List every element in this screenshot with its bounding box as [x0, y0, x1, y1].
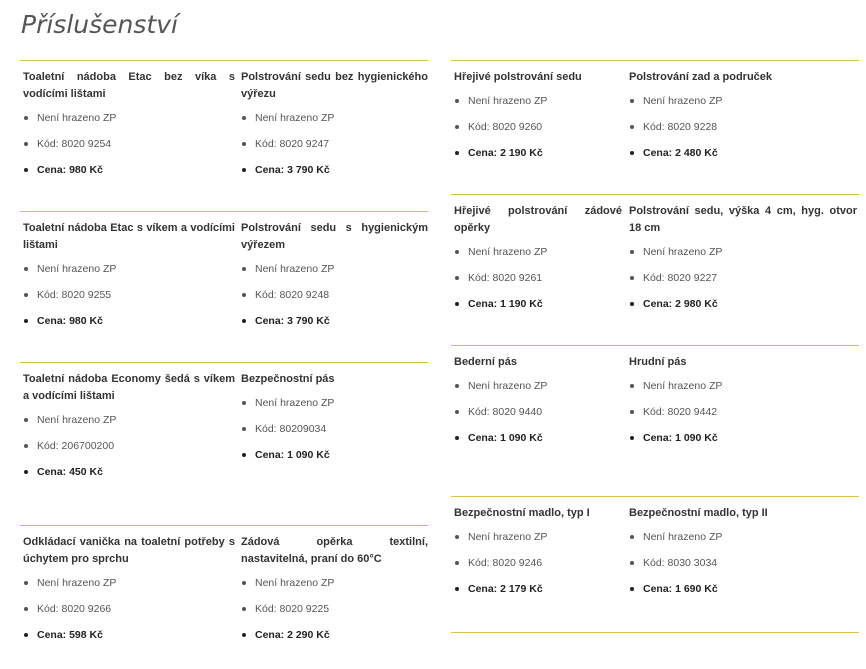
product-card	[23, 363, 235, 479]
product-card	[23, 526, 235, 642]
insurance-note: Není hrazeno ZP	[23, 413, 235, 427]
product-details	[454, 94, 622, 160]
insurance-note: Není hrazeno ZP	[629, 245, 857, 259]
product-price: Cena: 980 Kč	[23, 314, 235, 328]
product-details	[241, 396, 428, 462]
product-section	[20, 211, 428, 327]
product-price: Cena: 980 Kč	[23, 163, 235, 177]
product-code: Kód: 8020 9248	[241, 288, 428, 302]
product-details	[241, 576, 428, 642]
product-code: Kód: 8020 9227	[629, 271, 857, 285]
insurance-note: Není hrazeno ZP	[241, 576, 428, 590]
product-card	[241, 526, 428, 642]
product-details	[23, 413, 235, 479]
product-card	[629, 61, 857, 160]
insurance-note: Není hrazeno ZP	[454, 94, 622, 108]
product-card	[629, 195, 857, 311]
insurance-note: Není hrazeno ZP	[241, 262, 428, 276]
product-name: Hrudní pás	[629, 356, 687, 368]
product-card	[454, 195, 622, 311]
page-title: Příslušenství	[21, 10, 178, 39]
product-price: Cena: 450 Kč	[23, 465, 235, 479]
product-price: Cena: 1 090 Kč	[629, 431, 857, 445]
product-name: Polstrování zad a područek	[629, 71, 773, 83]
product-code: Kód: 8020 9225	[241, 602, 428, 616]
product-price: Cena: 1 090 Kč	[454, 431, 622, 445]
product-card	[454, 61, 622, 160]
product-details	[23, 111, 235, 177]
insurance-note: Není hrazeno ZP	[629, 94, 857, 108]
product-section	[451, 60, 859, 159]
insurance-note: Není hrazeno ZP	[454, 530, 622, 544]
product-price: Cena: 3 790 Kč	[241, 314, 428, 328]
product-details	[454, 245, 622, 311]
product-name: Polstrování sedu bez hygienického výřezu	[241, 71, 428, 100]
product-card	[454, 346, 622, 445]
product-details	[629, 94, 857, 160]
product-details	[23, 262, 235, 328]
product-card	[629, 346, 857, 445]
product-card	[629, 497, 857, 596]
product-card	[241, 363, 428, 462]
product-details	[454, 379, 622, 445]
insurance-note: Není hrazeno ZP	[454, 379, 622, 393]
product-name: Zádová opěrka textilní, nastavitelná, praní do 60°C	[241, 536, 428, 565]
product-code: Kód: 8020 9260	[454, 120, 622, 134]
insurance-note: Není hrazeno ZP	[454, 245, 622, 259]
product-name: Odkládací vanička na toaletní potřeby s úchytem pro sprchu	[23, 536, 235, 565]
product-code: Kód: 8020 9246	[454, 556, 622, 570]
product-code: Kód: 8020 9440	[454, 405, 622, 419]
product-name: Bezpečnostní madlo, typ II	[629, 507, 768, 519]
product-price: Cena: 2 290 Kč	[241, 628, 428, 642]
product-card	[241, 212, 428, 328]
product-code: Kód: 8020 9228	[629, 120, 857, 134]
product-name: Toaletní nádoba Economy šedá s víkem a vodícími lištami	[23, 373, 235, 402]
product-name: Hřejivé polstrování sedu	[454, 71, 582, 83]
insurance-note: Není hrazeno ZP	[241, 111, 428, 125]
product-section	[451, 345, 859, 444]
product-details	[23, 576, 235, 642]
product-section	[451, 194, 859, 310]
product-name: Bezpečnostní pás	[241, 373, 335, 385]
product-name: Hřejivé polstrování zádové opěrky	[454, 205, 622, 234]
product-card	[241, 61, 428, 177]
product-name: Toaletní nádoba Etac s víkem a vodícími lištami	[23, 222, 235, 251]
product-name: Polstrování sedu s hygienickým výřezem	[241, 222, 428, 251]
product-card	[23, 212, 235, 328]
product-name: Polstrování sedu, výška 4 cm, hyg. otvor 18 cm	[629, 205, 857, 234]
insurance-note: Není hrazeno ZP	[23, 111, 235, 125]
product-code: Kód: 80209034	[241, 422, 428, 436]
product-price: Cena: 2 179 Kč	[454, 582, 622, 596]
product-code: Kód: 8020 9254	[23, 137, 235, 151]
product-code: Kód: 8020 9261	[454, 271, 622, 285]
product-section	[451, 496, 859, 595]
insurance-note: Není hrazeno ZP	[23, 262, 235, 276]
product-details	[241, 111, 428, 177]
product-code: Kód: 8020 9255	[23, 288, 235, 302]
insurance-note: Není hrazeno ZP	[629, 530, 857, 544]
product-code: Kód: 8020 9266	[23, 602, 235, 616]
product-code: Kód: 206700200	[23, 439, 235, 453]
product-details	[629, 379, 857, 445]
product-name: Bezpečnostní madlo, typ I	[454, 507, 590, 519]
divider	[451, 632, 859, 633]
product-card	[454, 497, 622, 596]
product-details	[629, 530, 857, 596]
product-details	[241, 262, 428, 328]
product-section	[20, 362, 428, 478]
product-price: Cena: 1 190 Kč	[454, 297, 622, 311]
product-name: Bederní pás	[454, 356, 517, 368]
product-price: Cena: 1 690 Kč	[629, 582, 857, 596]
product-card	[23, 61, 235, 177]
product-section	[20, 60, 428, 176]
product-price: Cena: 2 480 Kč	[629, 146, 857, 160]
insurance-note: Není hrazeno ZP	[629, 379, 857, 393]
product-name: Toaletní nádoba Etac bez víka s vodícími lištami	[23, 71, 235, 100]
product-section	[20, 525, 428, 641]
product-price: Cena: 1 090 Kč	[241, 448, 428, 462]
product-details	[454, 530, 622, 596]
product-code: Kód: 8020 9247	[241, 137, 428, 151]
product-code: Kód: 8020 9442	[629, 405, 857, 419]
product-price: Cena: 2 190 Kč	[454, 146, 622, 160]
product-price: Cena: 3 790 Kč	[241, 163, 428, 177]
product-price: Cena: 2 980 Kč	[629, 297, 857, 311]
insurance-note: Není hrazeno ZP	[23, 576, 235, 590]
product-code: Kód: 8030 3034	[629, 556, 857, 570]
insurance-note: Není hrazeno ZP	[241, 396, 428, 410]
product-details	[629, 245, 857, 311]
product-price: Cena: 598 Kč	[23, 628, 235, 642]
